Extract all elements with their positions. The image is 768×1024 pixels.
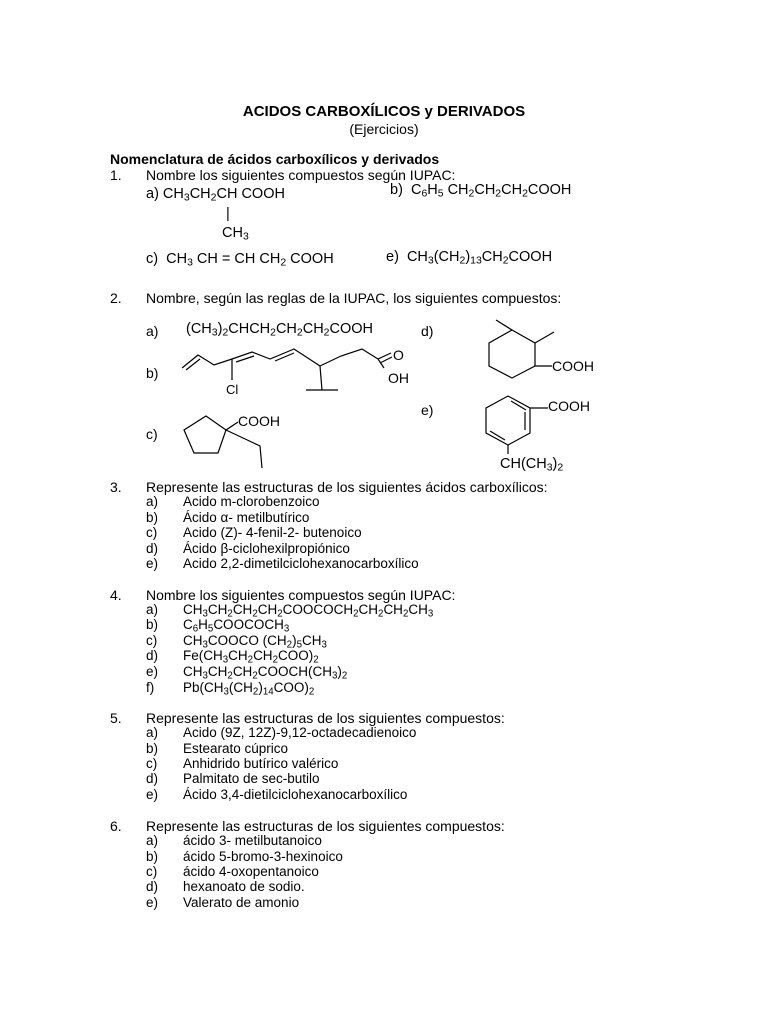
q1-a-label: a) xyxy=(146,186,159,202)
q3-item-text: Acido 2,2-dimetilciclohexanocarboxílico xyxy=(183,556,419,571)
q2-c-label: c) xyxy=(146,426,158,442)
q4-number: 4. xyxy=(110,587,122,603)
q1-b-label: b) xyxy=(390,182,403,198)
q1-c-formula: c) $CH_3$ CH = CH $CH_2$ COOH xyxy=(146,251,334,269)
q1-text: Nombre los siguientes compuestos según IUPAC: xyxy=(146,167,456,183)
q6-item-text: ácido 4-oxopentanoico xyxy=(183,864,319,879)
q4-text: Nombre los siguientes compuestos según IUPAC: xyxy=(146,587,456,603)
q1-c-label: c) xyxy=(146,251,159,267)
q3-item-label: a) xyxy=(146,494,159,509)
q4-item-formula: $Pb(CH_3(CH_2)_{14}COO)_2$ xyxy=(183,680,315,698)
q2-e-cooh: COOH xyxy=(548,398,590,414)
q3-item-label: c) xyxy=(146,525,158,540)
q6-item-text: Valerato de amonio xyxy=(183,895,300,910)
q6-item-label: c) xyxy=(146,864,158,879)
q2-e-substituent: $CH(CH_3)_2$ xyxy=(500,456,564,474)
q3-item-text: Ácido α- metilbutírico xyxy=(183,510,310,525)
q2-d-structure xyxy=(462,318,612,390)
q6-item-text: ácido 3- metilbutanoico xyxy=(183,833,322,848)
q6-item-label: b) xyxy=(146,849,159,864)
q4-item-label: e) xyxy=(146,664,159,679)
page-title: ACIDOS CARBOXÍLICOS y DERIVADOS xyxy=(242,103,526,120)
q5-item-label: d) xyxy=(146,771,159,786)
q4-item-label: b) xyxy=(146,617,159,632)
q2-b-cl: Cl xyxy=(226,382,239,397)
q5-item-text: Anhidrido butírico valérico xyxy=(183,756,339,771)
q6-item-label: d) xyxy=(146,879,159,894)
q2-d-label: d) xyxy=(421,323,434,339)
q5-item-text: Palmitato de sec-butilo xyxy=(183,771,320,786)
q5-item-text: Estearato cúprico xyxy=(183,741,289,756)
q6-number: 6. xyxy=(110,818,122,834)
section-title: Nomenclatura de ácidos carboxílicos y derivados xyxy=(110,151,440,167)
q2-b-oh: OH xyxy=(388,370,409,386)
q2-b-structure xyxy=(176,338,416,400)
q5-item-label: c) xyxy=(146,756,158,771)
q5-item-label: a) xyxy=(146,725,159,740)
q6-item-label: e) xyxy=(146,895,159,910)
q3-text: Represente las estructuras de los siguientes ácidos carboxílicos: xyxy=(146,479,548,495)
q1-number: 1. xyxy=(110,167,122,183)
q5-number: 5. xyxy=(110,710,122,726)
q2-c-structure xyxy=(172,404,292,474)
q2-a-label: a) xyxy=(146,323,159,339)
q1-a-branch: $CH_3$ xyxy=(222,225,249,243)
q6-item-label: a) xyxy=(146,833,159,848)
page-subtitle: (Ejercicios) xyxy=(349,121,419,137)
q3-item-label: b) xyxy=(146,510,159,525)
q2-a-formula: $(CH_3)_2CHCH_2CH_2CH_2COOH$ xyxy=(186,321,373,339)
q4-item-formula: $C_6H_5COOCOCH_3$ xyxy=(183,617,290,635)
q4-item-formula: $CH_3COOCO$ $(CH_2)_5CH_3$ xyxy=(183,633,327,651)
q3-number: 3. xyxy=(110,479,122,495)
q6-item-text: ácido 5-bromo-3-hexinoico xyxy=(183,849,343,864)
q5-text: Represente las estructuras de los siguientes compuestos: xyxy=(146,710,505,726)
q3-item-label: d) xyxy=(146,541,159,556)
q3-item-text: Acido (Z)- 4-fenil-2- butenoico xyxy=(183,525,362,540)
q1-b-formula: b) $C_6H_5$ $CH_2CH_2CH_2COOH$ xyxy=(390,182,572,200)
q1-a-branch-bar: | xyxy=(226,206,230,222)
q5-item-text: Acido (9Z, 12Z)-9,12-octadecadienoico xyxy=(183,725,417,740)
q2-number: 2. xyxy=(110,290,122,306)
q2-c-cooh: COOH xyxy=(238,413,280,429)
q5-item-label: e) xyxy=(146,787,159,802)
q2-b-o: O xyxy=(393,347,404,363)
q4-item-label: a) xyxy=(146,602,159,617)
q1-a-formula: a) $CH_3CH_2CH$ COOH xyxy=(146,186,285,204)
q2-d-cooh: COOH xyxy=(552,358,594,374)
q2-b-label: b) xyxy=(146,365,159,381)
q4-item-label: c) xyxy=(146,633,158,648)
q6-text: Represente las estructuras de los siguientes compuestos: xyxy=(146,818,505,834)
q5-item-label: b) xyxy=(146,741,159,756)
q1-e-formula: e) $CH_3(CH_2)_{13}CH_2COOH$ xyxy=(386,249,553,267)
q3-item-label: e) xyxy=(146,556,159,571)
q3-item-text: Ácido β-ciclohexilpropiónico xyxy=(183,541,350,556)
q4-item-formula: $CH_3CH_2CH_2COOCH(CH_3)_2$ xyxy=(183,664,348,682)
q5-item-text: Ácido 3,4-dietilciclohexanocarboxílico xyxy=(183,787,408,802)
q4-item-formula: $CH_3CH_2CH_2CH_2COOCOCH_2CH_2CH_2CH_3$ xyxy=(183,602,434,620)
q1-e-label: e) xyxy=(386,249,399,265)
q4-item-label: d) xyxy=(146,648,159,663)
q4-item-label: f) xyxy=(146,680,155,695)
q2-text: Nombre, según las reglas de la IUPAC, los siguientes compuestos: xyxy=(146,290,562,306)
q4-item-formula: $Fe(CH_3CH_2CH_2COO)_2$ xyxy=(183,648,319,666)
q2-e-label: e) xyxy=(421,402,434,418)
q6-item-text: hexanoato de sodio. xyxy=(183,879,305,894)
q3-item-text: Acido m-clorobenzoico xyxy=(183,494,320,509)
